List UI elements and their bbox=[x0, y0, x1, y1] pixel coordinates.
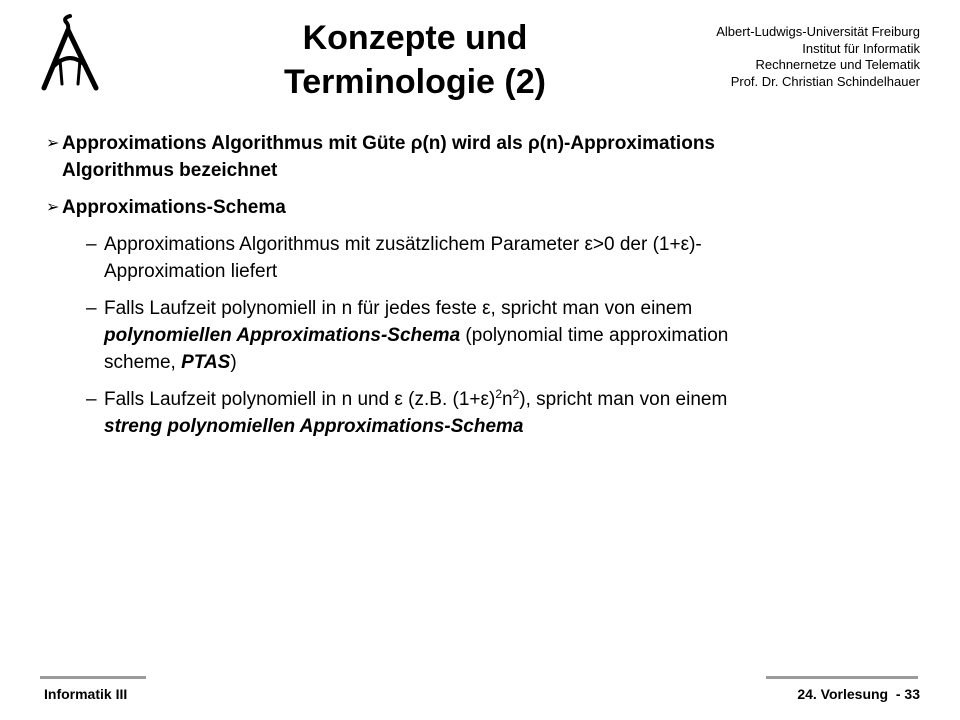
slide-content bbox=[48, 130, 908, 450]
sub-bullet-ptas bbox=[48, 295, 908, 376]
sub-bullet-text: Falls Laufzeit polynomiell in n und ε (z.B. (1+ε) bbox=[104, 389, 496, 410]
sub-bullet-text: scheme, bbox=[104, 352, 182, 373]
sub-bullet-line: Approximation liefert bbox=[104, 261, 278, 282]
sub-bullet-fptas bbox=[48, 386, 908, 440]
sub-bullet-line: Approximations Algorithmus mit zusätzlichem Parameter ε>0 der (1+ε)- bbox=[104, 234, 702, 255]
footer-lecture-page: 24. Vorlesung - 33 bbox=[797, 686, 920, 702]
sub-bullet-text: ) bbox=[230, 352, 237, 373]
superscript: 2 bbox=[495, 387, 502, 401]
dash-marker: – bbox=[86, 389, 97, 410]
abbr-ptas: PTAS bbox=[181, 352, 231, 373]
institution-line: Albert-Ludwigs-Universität Freiburg bbox=[716, 24, 920, 39]
sub-bullet-line bbox=[104, 386, 908, 413]
university-logo-icon bbox=[36, 14, 104, 94]
footer-rule-left bbox=[40, 676, 146, 679]
term-ptas: polynomiellen Approximations-Schema bbox=[104, 325, 461, 346]
institution-line: Prof. Dr. Christian Schindelhauer bbox=[730, 73, 920, 89]
bullet-text-line: Approximations Algorithmus mit Güte ρ(n) wird als ρ(n)-Approximations bbox=[62, 133, 715, 154]
sub-bullet-line bbox=[104, 322, 908, 349]
dash-marker: – bbox=[86, 234, 97, 255]
dash-marker: – bbox=[86, 298, 97, 319]
institution-line: Rechnernetze und Telematik bbox=[755, 57, 920, 72]
institution-block bbox=[716, 24, 920, 90]
bullet-text-line: Algorithmus bezeichnet bbox=[62, 160, 278, 181]
superscript: 2 bbox=[512, 387, 520, 401]
sub-bullet-line: Falls Laufzeit polynomiell in n für jedes feste ε, spricht man von einem bbox=[104, 298, 693, 319]
sub-bullet-line bbox=[104, 349, 908, 376]
sub-bullet-text: (polynomial time approximation bbox=[460, 325, 729, 346]
sub-bullet-line bbox=[104, 413, 908, 440]
sub-bullet-parameter bbox=[48, 231, 908, 285]
bullet-text-line: Approximations-Schema bbox=[62, 197, 286, 218]
term-fptas: streng polynomiellen Approximations-Schema bbox=[104, 416, 524, 437]
bullet-approximation-schema bbox=[48, 194, 908, 221]
title-line-2: Terminologie (2) bbox=[284, 63, 546, 101]
institution-line: Institut für Informatik bbox=[802, 40, 920, 56]
arrow-bullet-icon: ➢ bbox=[46, 135, 60, 152]
sub-bullet-text: n bbox=[502, 389, 513, 410]
sub-bullet-text: ), spricht man von einem bbox=[519, 389, 728, 410]
title-line-1: Konzepte und bbox=[302, 19, 528, 57]
arrow-bullet-icon: ➢ bbox=[46, 199, 60, 216]
bullet-approximation-guete bbox=[48, 130, 908, 184]
footer-course: Informatik III bbox=[44, 686, 128, 702]
footer-rule-right bbox=[766, 676, 918, 679]
page-title bbox=[200, 16, 630, 104]
